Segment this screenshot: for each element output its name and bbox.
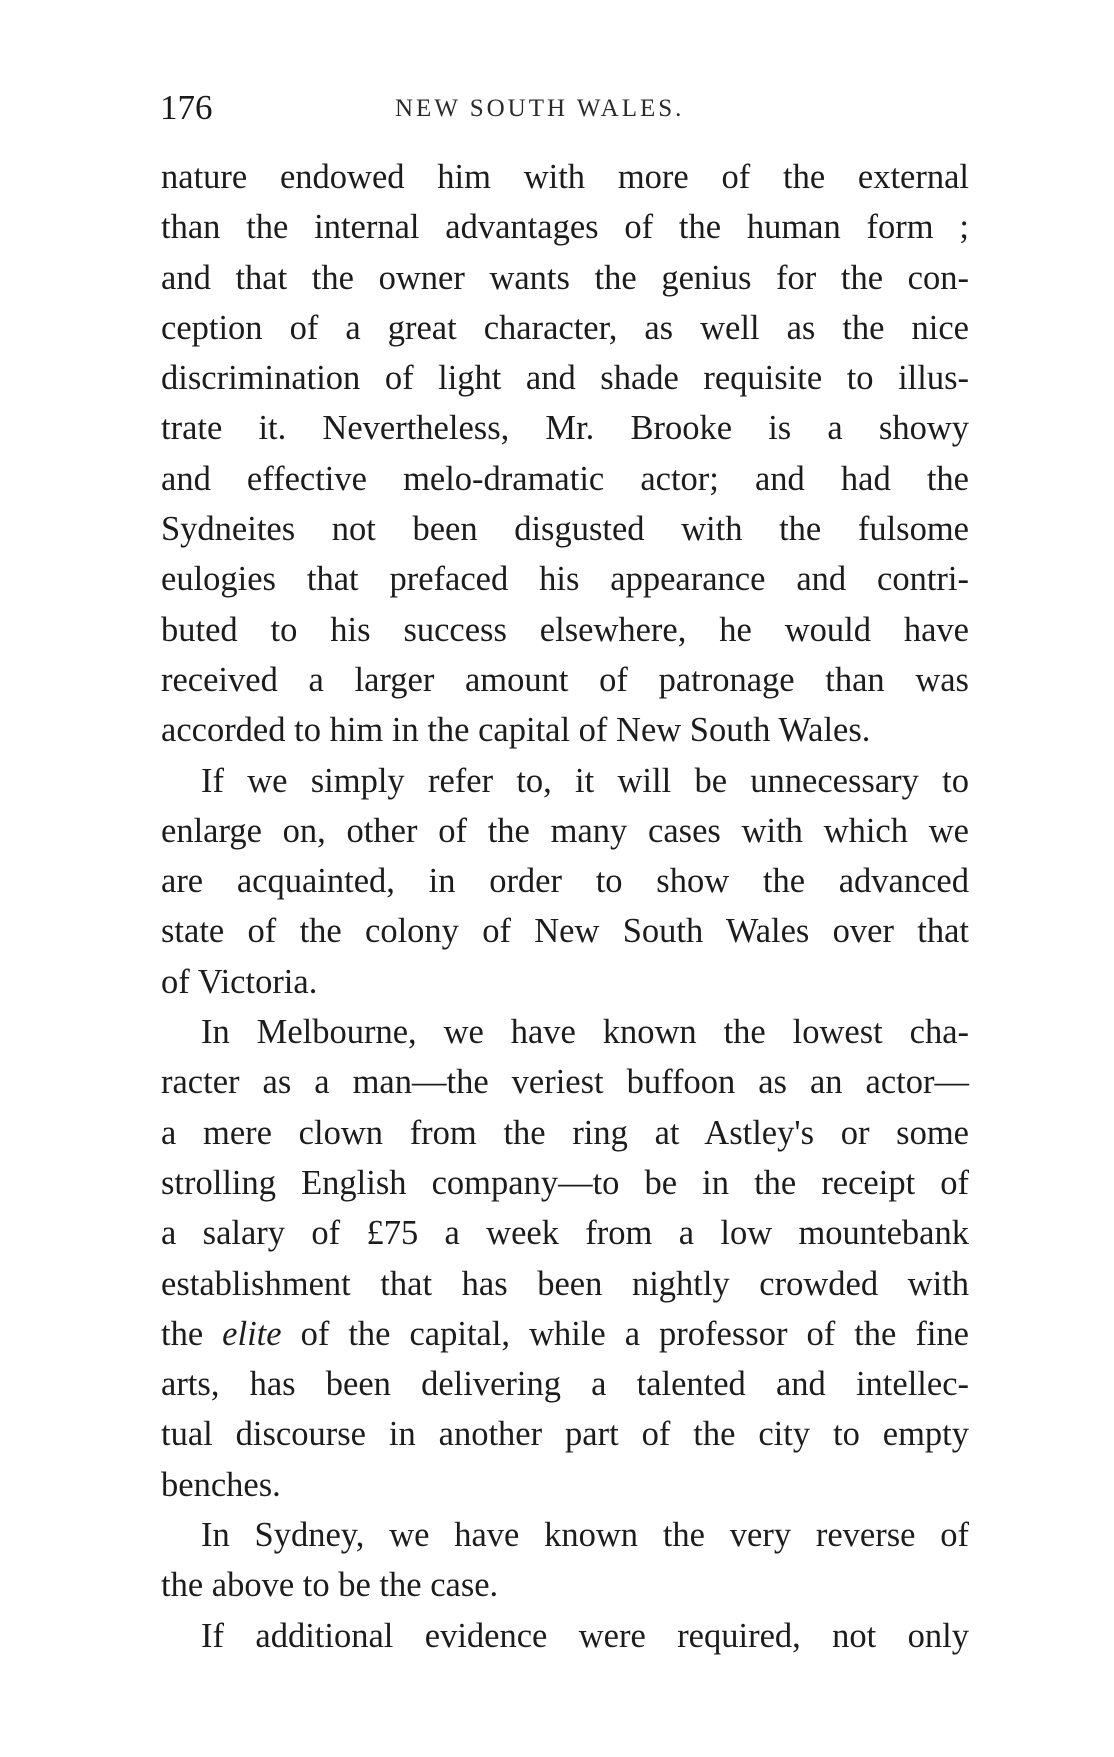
paragraph-5 [161,1611,969,1661]
text-line: tual discourse in another part of the city to empty [161,1415,969,1454]
text-line: a salary of £75 a week from a low mountebank [161,1214,969,1253]
text-line: the above to be the case. [161,1566,499,1605]
text-line: enlarge on, other of the many cases with which we [161,811,969,850]
text-line: nature endowed him with more of the external [161,158,969,196]
text-line: eulogies that prefaced his appearance and contri- [161,560,969,599]
text-line: racter as a man—the veriest buffoon as an actor— [161,1063,969,1102]
text-line: state of the colony of New South Wales over that [161,912,969,951]
text-line: of Victoria. [161,962,318,1001]
text-line: and effective melo-dramatic actor; and had the [161,459,969,498]
text-line: arts, has been delivering a talented and intellec- [161,1365,969,1404]
text-line: benches. [161,1465,281,1504]
text-line: discrimination of light and shade requisite to illus- [161,359,969,398]
text-line-with-italic [161,1309,969,1359]
text-line: establishment that has been nightly crowded with [161,1264,969,1303]
text-line: ception of a great character, as well as the nice [161,308,969,347]
text-line: If additional evidence were required, not only [201,1616,969,1655]
text-line: are acquainted, in order to show the advanced [161,862,969,901]
text-line: strolling English company—to be in the receipt of [161,1163,969,1202]
text-segment: the [161,1314,223,1353]
paragraph-2 [161,756,969,1007]
italic-word: elite [222,1314,282,1353]
page-header [160,88,970,128]
text-line: accorded to him in the capital of New South Wales. [161,711,871,750]
page-number: 176 [160,88,213,127]
text-line: In Sydney, we have known the very reverse of [201,1516,969,1555]
text-line: Sydneites not been disgusted with the fulsome [161,510,969,549]
text-line: In Melbourne, we have known the lowest cha- [201,1013,969,1052]
paragraph-1 [161,152,969,756]
body-text [161,152,969,1661]
text-line: buted to his success elsewhere, he would have [161,610,969,649]
text-line: and that the owner wants the genius for the con- [161,258,969,297]
text-segment: of the capital, while a professor of the fine [281,1314,969,1353]
text-line: received a larger amount of patronage than was [161,660,969,699]
paragraph-4 [161,1510,969,1611]
running-head: NEW SOUTH WALES. [395,95,685,122]
text-line: trate it. Nevertheless, Mr. Brooke is a showy [161,409,969,448]
text-line: than the internal advantages of the human form ; [161,208,969,247]
text-line: If we simply refer to, it will be unnecessary to [201,761,969,800]
paragraph-3 [161,1007,969,1510]
text-line: a mere clown from the ring at Astley's or some [161,1113,969,1152]
